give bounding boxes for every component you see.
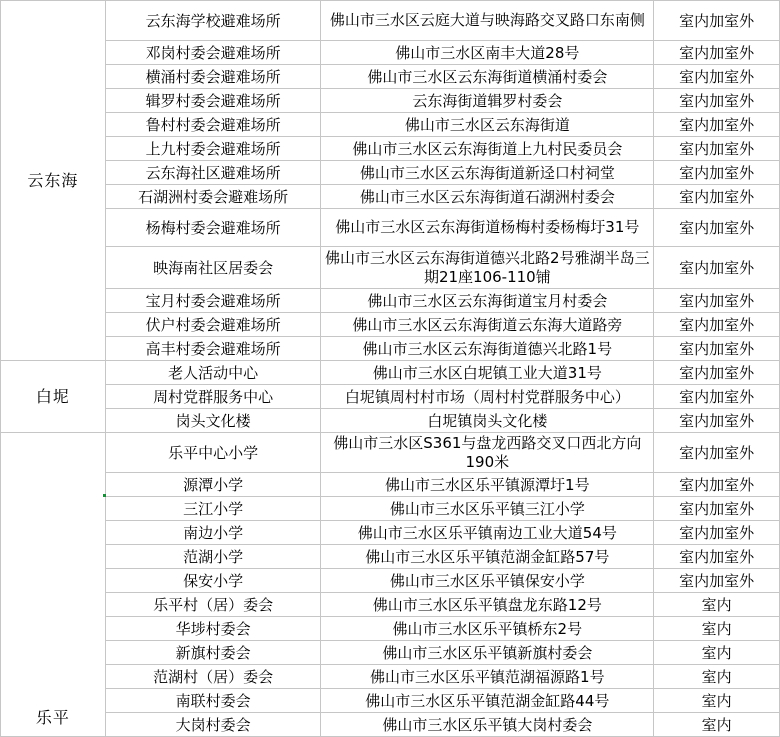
table-row [1, 65, 780, 89]
table-row [1, 665, 780, 689]
shelter-name-cell: 范湖小学 [105, 545, 321, 569]
space-type-cell: 室内加室外 [654, 409, 780, 433]
space-type-cell: 室内 [654, 641, 780, 665]
space-type-cell: 室内加室外 [654, 41, 780, 65]
address-cell: 佛山市三水区乐平镇保安小学 [321, 569, 654, 593]
space-type-cell: 室内加室外 [654, 497, 780, 521]
table-row [1, 137, 780, 161]
space-type-cell: 室内加室外 [654, 185, 780, 209]
shelter-name-cell: 三江小学 [105, 497, 321, 521]
shelter-name-cell: 邓岗村委会避难场所 [105, 41, 321, 65]
table-row [1, 1, 780, 41]
table-row [1, 161, 780, 185]
cell-marker [103, 494, 106, 497]
address-cell: 白坭镇岗头文化楼 [321, 409, 654, 433]
space-type-cell: 室内加室外 [654, 473, 780, 497]
address-cell: 佛山市三水区云东海街道 [321, 113, 654, 137]
shelter-name-cell: 新旗村委会 [105, 641, 321, 665]
shelter-name-cell: 横涌村委会避难场所 [105, 65, 321, 89]
address-cell: 佛山市三水区乐平镇范湖福源路1号 [321, 665, 654, 689]
space-type-cell: 室内加室外 [654, 385, 780, 409]
address-cell: 云东海街道辑罗村委会 [321, 89, 654, 113]
space-type-cell: 室内 [654, 665, 780, 689]
district-cell: 乐平 [1, 433, 106, 737]
shelter-name-cell: 源潭小学 [105, 473, 321, 497]
table-row [1, 247, 780, 289]
table-row [1, 497, 780, 521]
table-row [1, 433, 780, 473]
space-type-cell: 室内加室外 [654, 521, 780, 545]
shelter-name-cell: 云东海社区避难场所 [105, 161, 321, 185]
table-row [1, 641, 780, 665]
space-type-cell: 室内 [654, 713, 780, 737]
table-row [1, 209, 780, 247]
shelter-name-cell: 上九村委会避难场所 [105, 137, 321, 161]
table-row [1, 289, 780, 313]
table-row [1, 41, 780, 65]
address-cell: 佛山市三水区云东海街道新迳口村祠堂 [321, 161, 654, 185]
address-cell: 佛山市三水区云东海街道德兴北路1号 [321, 337, 654, 361]
table-row [1, 593, 780, 617]
address-cell: 佛山市三水区云东海街道杨梅村委杨梅圩31号 [321, 209, 654, 247]
space-type-cell: 室内加室外 [654, 545, 780, 569]
space-type-cell: 室内加室外 [654, 137, 780, 161]
space-type-cell: 室内加室外 [654, 569, 780, 593]
address-cell: 佛山市三水区云东海街道上九村民委员会 [321, 137, 654, 161]
table-row [1, 521, 780, 545]
shelter-name-cell: 周村党群服务中心 [105, 385, 321, 409]
address-cell: 佛山市三水区乐平镇范湖金缸路57号 [321, 545, 654, 569]
address-cell: 佛山市三水区乐平镇大岗村委会 [321, 713, 654, 737]
address-cell: 佛山市三水区云东海街道德兴北路2号雅湖半岛三期21座106-110铺 [321, 247, 654, 289]
address-cell: 佛山市三水区乐平镇三江小学 [321, 497, 654, 521]
shelter-name-cell: 鲁村村委会避难场所 [105, 113, 321, 137]
space-type-cell: 室内加室外 [654, 361, 780, 385]
shelter-name-cell: 南联村委会 [105, 689, 321, 713]
shelter-name-cell: 高丰村委会避难场所 [105, 337, 321, 361]
shelter-name-cell: 南边小学 [105, 521, 321, 545]
shelter-name-cell: 伏户村委会避难场所 [105, 313, 321, 337]
address-cell: 佛山市三水区云东海街道石湖洲村委会 [321, 185, 654, 209]
table-row [1, 569, 780, 593]
table-row [1, 473, 780, 497]
space-type-cell: 室内加室外 [654, 1, 780, 41]
table-row [1, 313, 780, 337]
shelter-name-cell: 范湖村（居）委会 [105, 665, 321, 689]
table-row [1, 713, 780, 737]
address-cell: 佛山市三水区S361与盘龙西路交叉口西北方向190米 [321, 433, 654, 473]
address-cell: 佛山市三水区乐平镇南边工业大道54号 [321, 521, 654, 545]
space-type-cell: 室内加室外 [654, 89, 780, 113]
address-cell: 佛山市三水区乐平镇源潭圩1号 [321, 473, 654, 497]
address-cell: 佛山市三水区南丰大道28号 [321, 41, 654, 65]
shelter-name-cell: 宝月村委会避难场所 [105, 289, 321, 313]
table-row [1, 409, 780, 433]
space-type-cell: 室内加室外 [654, 289, 780, 313]
shelter-name-cell: 杨梅村委会避难场所 [105, 209, 321, 247]
table-row [1, 617, 780, 641]
address-cell: 白坭镇周村村市场（周村村党群服务中心） [321, 385, 654, 409]
address-cell: 佛山市三水区云东海街道横涌村委会 [321, 65, 654, 89]
address-cell: 佛山市三水区云东海街道宝月村委会 [321, 289, 654, 313]
space-type-cell: 室内加室外 [654, 313, 780, 337]
shelter-name-cell: 岗头文化楼 [105, 409, 321, 433]
address-cell: 佛山市三水区乐平镇盘龙东路12号 [321, 593, 654, 617]
table-row [1, 385, 780, 409]
space-type-cell: 室内 [654, 617, 780, 641]
space-type-cell: 室内 [654, 689, 780, 713]
table-row [1, 89, 780, 113]
shelter-name-cell: 云东海学校避难场所 [105, 1, 321, 41]
space-type-cell: 室内 [654, 593, 780, 617]
space-type-cell: 室内加室外 [654, 247, 780, 289]
shelter-name-cell: 石湖洲村委会避难场所 [105, 185, 321, 209]
district-cell: 白坭 [1, 361, 106, 433]
shelter-name-cell: 华埗村委会 [105, 617, 321, 641]
space-type-cell: 室内加室外 [654, 65, 780, 89]
space-type-cell: 室内加室外 [654, 337, 780, 361]
table-row [1, 185, 780, 209]
shelter-name-cell: 辑罗村委会避难场所 [105, 89, 321, 113]
district-cell: 云东海 [1, 1, 106, 361]
space-type-cell: 室内加室外 [654, 433, 780, 473]
address-cell: 佛山市三水区云庭大道与映海路交叉路口东南侧 [321, 1, 654, 41]
address-cell: 佛山市三水区乐平镇桥东2号 [321, 617, 654, 641]
table-row [1, 361, 780, 385]
address-cell: 佛山市三水区乐平镇新旗村委会 [321, 641, 654, 665]
shelter-name-cell: 大岗村委会 [105, 713, 321, 737]
address-cell: 佛山市三水区白坭镇工业大道31号 [321, 361, 654, 385]
shelter-name-cell: 乐平村（居）委会 [105, 593, 321, 617]
space-type-cell: 室内加室外 [654, 113, 780, 137]
space-type-cell: 室内加室外 [654, 161, 780, 185]
shelter-table-body [1, 1, 780, 737]
table-row [1, 545, 780, 569]
space-type-cell: 室内加室外 [654, 209, 780, 247]
shelter-name-cell: 映海南社区居委会 [105, 247, 321, 289]
address-cell: 佛山市三水区乐平镇范湖金缸路44号 [321, 689, 654, 713]
address-cell: 佛山市三水区云东海街道云东海大道路旁 [321, 313, 654, 337]
shelter-name-cell: 保安小学 [105, 569, 321, 593]
table-row [1, 113, 780, 137]
shelter-name-cell: 乐平中心小学 [105, 433, 321, 473]
table-row [1, 689, 780, 713]
shelter-name-cell: 老人活动中心 [105, 361, 321, 385]
table-row [1, 337, 780, 361]
